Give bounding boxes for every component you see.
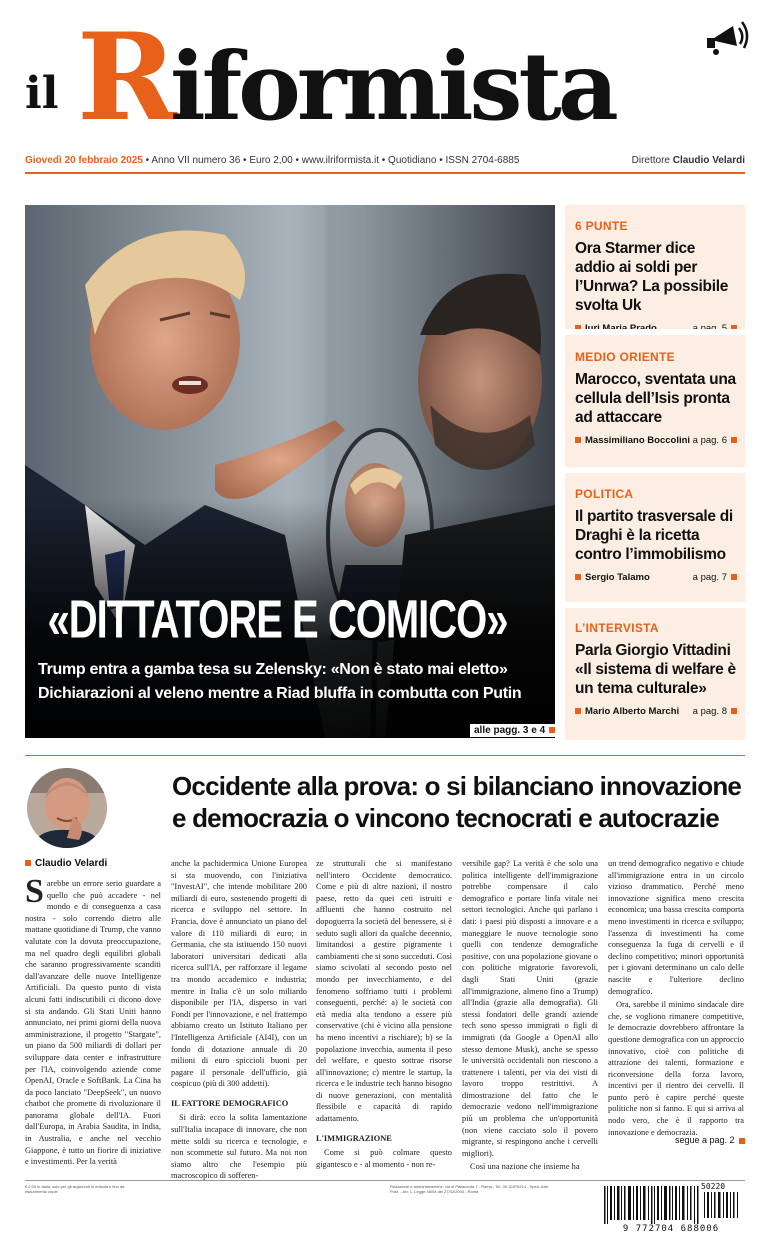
- sidebar-divider: [565, 467, 745, 473]
- sidebar-page: a pag. 8: [692, 706, 727, 717]
- editorial-title-line-2: e democrazia o vincono tecnocrati e autocrazie: [172, 803, 719, 833]
- footer-price-note: € 2,00 in Italia; solo per gli acquirenti in edicola e fino ad esaurimento copie: [25, 1184, 125, 1194]
- sidebar-kicker: L’INTERVISTA: [575, 621, 659, 635]
- subhead-fattore-demografico: IL FATTORE DEMOGRAFICO: [171, 1098, 289, 1108]
- sidebar-divider: [565, 602, 745, 608]
- editorial-author: Claudio Velardi: [25, 858, 107, 869]
- subhead-immigrazione: L'IMMIGRAZIONE: [316, 1133, 392, 1143]
- sidebar-title[interactable]: Parla Giorgio Vittadini «Il sistema di welfare è un tema culturale»: [575, 642, 736, 697]
- article-column-5: un trend demografico negativo e chiude all'immigrazione entra in un circolo vizioso drammatico. Perché meno innovazione significa meno crescita economica; una bassa crescita comporta meno investimenti in ricerca e sviluppo; l'assenza di investimenti ha come conseguenza la fuga di cervelli e il declino competitivo; minori opportunità per i giovani determinano un calo delle nascite e l'ulteriore declino demografico. Ora, sarebbe il minimo sindacale dire che, se vogliono rimanere competitive, le democrazie dovrebbero affrontare la questione demografica con un approccio innovativo, cioè con politiche di attrazione dei talenti, formazione e riconversione della forza lavoro, incentivi per il rientro dei cervelli. Il punto però è capire perché queste politiche non si fanno. E qui si arriva al nodo vero, che è il rapporto tra innovazione e democrazia.: [608, 859, 744, 1137]
- orange-square-icon: [575, 574, 581, 580]
- author-avatar: [27, 768, 107, 848]
- orange-square-icon: [731, 437, 737, 443]
- sidebar-author: Sergio Talamo: [585, 572, 650, 583]
- director-name: Claudio Velardi: [672, 155, 745, 166]
- sidebar-item-vittadini[interactable]: [575, 621, 737, 717]
- orange-square-icon: [739, 1138, 745, 1144]
- continue-ref[interactable]: segue a pag. 2: [675, 1135, 745, 1145]
- megaphone-icon: [703, 18, 749, 58]
- sidebar-item-draghi[interactable]: [575, 487, 737, 583]
- barcode: [596, 1184, 746, 1236]
- orange-square-icon: [731, 574, 737, 580]
- hero-headline[interactable]: «DITTATORE E COMICO»: [47, 590, 508, 650]
- article-column-3: ze strutturali che si manifestano nell'intero Occidente democratico. Come e più di altre nazioni, il nostro paese, retto da quei ceti istruiti e affluenti che hanno costruito nel dopoguerra la società del benessere, si è seduto sugli allori da qualche decennio, limitandosi a gestire pigramente i cambiamenti che si sono succeduti. Così siamo scivolati al secondo posto nel mondo per invecchiamento, e del fenomeno soffriamo tutti i problemi conseguenti, perché: a) le società con età media alta tendono a essere più conservative (chi è vicino alla pensione ha meno incentivi a rischiare); b) se la popolazione invecchia, aumenta il peso del welfare, e questo sottrae risorse all'innovazione; c) mentre le startup, la ricerca e le industrie tech hanno bisogno di nuove generazioni, con mentalità flessibile e capacità di rapido adattamento. L'IMMIGRAZIONE Come si può colmare questo gigantesco e - al momento - non re-: [316, 859, 452, 1169]
- barcode-supplement-code: 50220: [701, 1182, 726, 1191]
- article-column-4: versibile gap? La verità è che solo una politica intelligente dell'immigrazione potrebbe compensare il calo demografico e portare linfa vitale nei settori tecnologici. Anche qui parlano i dati: i paesi più disposti a innovare e a maneggiare le nuove tecnologie sono quelli con tendenze demografiche positive, con una popolazione giovane o con politiche migratorie favorevoli, dagli Stati Uniti (grazie all'immigrazione, almeno fino a Trump) all'India (grazie alla demografia). Gli stessi fondatori delle grandi aziende tech sono spesso immigrati o figli di immigrati (da Google a OpenAI allo stesso demone Musk), anche se spesso le università occidentali non riescono a trattenere i talenti, per via dei visti di lavoro troppo restrittivi. A dimostrazione del fatto che le democrazie vedono nell'immigrazione più un problema che un'opportunità (non viene cacciato solo il povero migrante, si respingono anche i cervelli migliori). Così una nazione che insieme ha: [462, 859, 598, 1172]
- sidebar-item-starmer[interactable]: [575, 219, 737, 334]
- article-column-2: anche la pachidermica Unione Europea si sta muovendo, con l'iniziativa "InvestAI", che intende mobilitare 200 miliardi di euro, sostenendo progetti di ricerca e sviluppo nel settore. In Francia, dove è annunciato un piano del valore di 110 miliardi di euro; in Germania, che sta istituendo 150 nuovi laboratori universitari dedicati alla ricerca sull'IA, per rafforzare il legame tra mondo accademico e industria; mentre in Italia c'è un solo miliardo disponibile per l'IA, disperso in vari Fondi per l'innovazione, e nel frattempo abbiamo creato un Istituto Italiano per l'Intelligenza Artificiale (AI4I), con un fondo di dotazione annuale di 20 milioni di euro spiccioli buoni per pagare il personale dell'ufficio, già cospicuo (più di 300 addetti). IL FATTORE DEMOGRAFICO Si dirà: ecco la solita lamentazione sull'Italia incapace di innovare, che non mette soldi su ricerca e tecnologie, e non scommette sul futuro. Ma noi non siamo altro che l'esempio più macroscopico di sofferen-: [171, 859, 307, 1181]
- sidebar-title[interactable]: Ora Starmer dice addio ai soldi per l’Unrwa? La possibile svolta Uk: [575, 240, 729, 314]
- masthead-name: iformista: [170, 32, 615, 142]
- sidebar-meta: [575, 572, 737, 583]
- editorial-title-line-1: Occidente alla prova: o si bilanciano innovazione: [172, 771, 742, 801]
- info-bar: [25, 155, 745, 166]
- author-portrait: [27, 768, 107, 848]
- barcode-number: 9 772704 688006: [622, 1224, 720, 1234]
- orange-square-icon: [25, 860, 31, 866]
- hero-subheadline: [38, 658, 548, 706]
- sidebar-meta: [575, 435, 737, 446]
- sidebar-divider: [565, 329, 745, 335]
- editorial-title[interactable]: [172, 770, 742, 834]
- sidebar-page: a pag. 7: [692, 572, 727, 583]
- sidebar-kicker: 6 PUNTE: [575, 219, 628, 233]
- sidebar-meta: [575, 706, 737, 717]
- sidebar-kicker: POLITICA: [575, 487, 634, 501]
- sidebar-page: a pag. 6: [692, 435, 727, 446]
- orange-square-icon: [549, 727, 555, 733]
- hero-sub-line-1: Trump entra a gamba tesa su Zelensky: «Non è stato mai eletto»: [38, 661, 508, 678]
- footer-redazione: Redazione e amministrazione: via di Pallacorda 7 - Roma - Tel. 06 32876214 - Sped. Abb. Post. - Art. 1, Legge 46/04 del 27/02/2004 - Roma: [390, 1184, 550, 1194]
- sidebar-title[interactable]: Marocco, sventata una cellula dell’Isis pronta ad attaccare: [575, 371, 736, 426]
- issue-details: • Anno VII numero 36 • Euro 2,00 • www.ilriformista.it • Quotidiano • ISSN 2704-6885: [142, 155, 520, 166]
- orange-square-icon: [575, 437, 581, 443]
- article-column-1: Sarebbe un errore serio guardare a quello che può accadere - nel mondo e di conseguenza a casa nostra - solo correndo dietro alle mattane quotidiane di Trump, che vanno valutate con la dovuta preoccupazione, ma nel quadro degli equilibri globali che saranno progressivamente scanditi dall'avanzare delle nuove Intelligenze Artificiali. Da questo punto di vista alcuni fatti indiscutibili ci dicono dove si sta andando. Gli Stati Uniti hanno annunciato, nei primi giorni della nuova amministrazione, il progetto "Stargate", un piano da 500 miliardi di dollari per sviluppare data center e infrastrutture per l'IA, coinvolgendo aziende come OpenAI, Oracle e SoftBank. La Cina ha da poco lanciato "DeepSeek", un nuovo chatbot che promette di rivoluzionare il panorama globale dell'IA. Fuori dall'Europa, in Arabia Saudita, in India, in Australia, e anche nel vecchio Giappone, è tutto un fiorire di iniziative e investimenti. Per la verità: [25, 873, 161, 1167]
- sidebar-title[interactable]: Il partito trasversale di Draghi è la ricetta contro l’immobilismo: [575, 508, 733, 563]
- masthead-il: il: [25, 68, 59, 119]
- sidebar-author: Mario Alberto Marchi: [585, 706, 680, 717]
- sidebar: [565, 205, 745, 740]
- hero-sub-line-2: Dichiarazioni al veleno mentre a Riad bluffa in combutta con Putin: [38, 685, 522, 702]
- orange-square-icon: [731, 708, 737, 714]
- hero-page-ref[interactable]: alle pagg. 3 e 4: [470, 724, 559, 737]
- orange-square-icon: [575, 708, 581, 714]
- issue-date: Giovedì 20 febbraio 2025: [25, 155, 143, 166]
- masthead-rule: [25, 172, 745, 174]
- masthead-R: R: [77, 7, 177, 148]
- sidebar-item-marocco[interactable]: [575, 350, 737, 446]
- section-rule: [25, 755, 745, 756]
- masthead: [25, 7, 755, 148]
- sidebar-kicker: MEDIO ORIENTE: [575, 350, 675, 364]
- sidebar-author: Massimiliano Boccolini: [585, 435, 691, 446]
- drop-cap: S: [25, 873, 44, 910]
- director: Direttore Claudio Velardi: [631, 155, 745, 166]
